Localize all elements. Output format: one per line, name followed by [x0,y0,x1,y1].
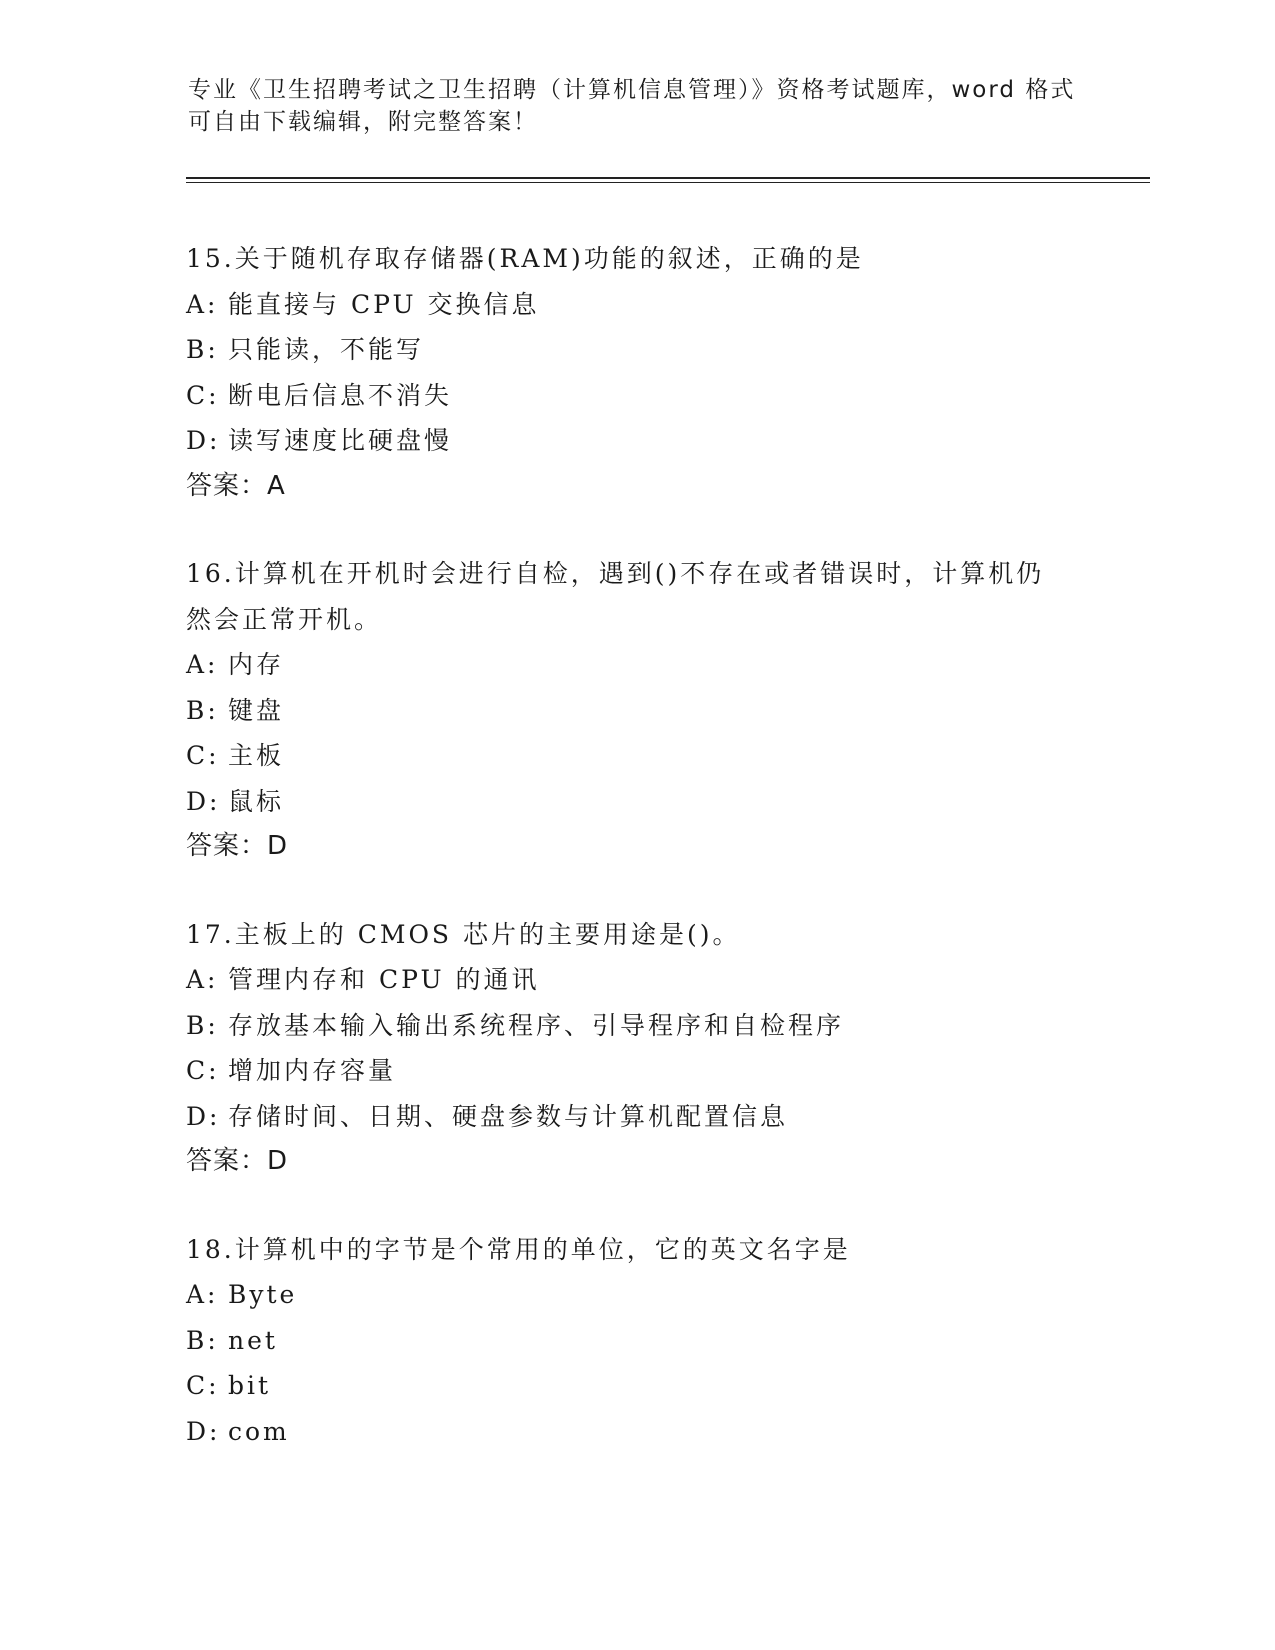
option-text: 读写速度比硬盘慢 [228,426,453,455]
question-number: 17. [186,919,235,949]
header-line-2: 可自由下载编辑，附完整答案！ [188,109,538,135]
option-text: 内存 [228,650,285,679]
question-number: 18. [186,1234,235,1264]
option-text: 存储时间、日期、硬盘参数与计算机配置信息 [228,1101,789,1131]
option-text: 鼠标 [228,786,285,816]
option-text: 键盘 [228,695,285,725]
question-17 [186,912,1086,1185]
option-key: D: [186,1101,221,1131]
question-text [186,912,1086,958]
option-d [186,418,1086,464]
question-18 [186,1227,1086,1455]
header-divider-thin [186,182,1150,183]
option-b [186,327,1086,373]
option-key: A: [186,1280,219,1309]
answer-line: 答案：A [186,470,286,501]
option-c [186,1363,1086,1409]
question-body: 计算机在开机时会进行自检，遇到()不存在或者错误时，计算机仍 [234,559,1045,588]
option-text: 断电后信息不消失 [228,380,453,410]
question-number: 16. [186,559,235,588]
option-c [186,1048,1086,1094]
option-key: D: [186,786,221,816]
question-text [186,551,1086,597]
option-text: net [228,1325,278,1355]
header-line-1: 专业《卫生招聘考试之卫生招聘（计算机信息管理）》资格考试题库，word 格式 [188,77,1076,103]
option-c [186,373,1086,419]
question-list [186,236,1086,1496]
option-a [186,282,1086,328]
header-divider-thick [186,177,1150,179]
option-b [186,1318,1086,1364]
option-a [186,642,1086,688]
option-key: C: [186,741,220,770]
option-text: 只能读，不能写 [228,335,425,364]
question-15 [186,236,1086,509]
option-key: B: [186,335,219,364]
option-key: A: [186,965,219,994]
question-number: 15. [186,244,235,273]
question-text-continued: 然会正常开机。 [186,604,383,634]
option-key: C: [186,1371,220,1400]
option-text: com [228,1416,290,1446]
option-key: B: [186,695,219,725]
option-key: A: [186,289,219,319]
option-key: C: [186,380,220,410]
option-text: bit [228,1371,272,1400]
option-key: C: [186,1056,220,1085]
question-body: 主板上的 CMOS 芯片的主要用途是()。 [234,919,741,949]
answer-line: 答案：D [186,831,289,861]
option-d [186,1094,1086,1140]
option-a [186,957,1086,1003]
option-text: 能直接与 CPU 交换信息 [228,289,540,319]
answer-line: 答案：D [186,1146,289,1176]
option-key: B: [186,1325,219,1355]
option-text: 管理内存和 CPU 的通讯 [228,965,540,994]
question-text [186,1227,1086,1273]
option-b [186,1003,1086,1049]
option-a [186,1272,1086,1318]
option-key: B: [186,1010,219,1040]
option-key: D: [186,1416,221,1446]
option-key: D: [186,426,221,455]
question-body: 关于随机存取存储器(RAM)功能的叙述，正确的是 [234,244,864,273]
option-text: Byte [228,1280,298,1309]
option-text: 存放基本输入输出系统程序、引导程序和自检程序 [228,1010,845,1040]
question-16 [186,551,1086,870]
option-b [186,688,1086,734]
document-header [188,74,1076,138]
option-key: A: [186,650,219,679]
option-c [186,733,1086,779]
question-body: 计算机中的字节是个常用的单位，它的英文名字是 [234,1234,851,1264]
option-d [186,779,1086,825]
question-text [186,236,1086,282]
option-d [186,1409,1086,1455]
option-text: 主板 [228,741,285,770]
option-text: 增加内存容量 [228,1056,397,1085]
